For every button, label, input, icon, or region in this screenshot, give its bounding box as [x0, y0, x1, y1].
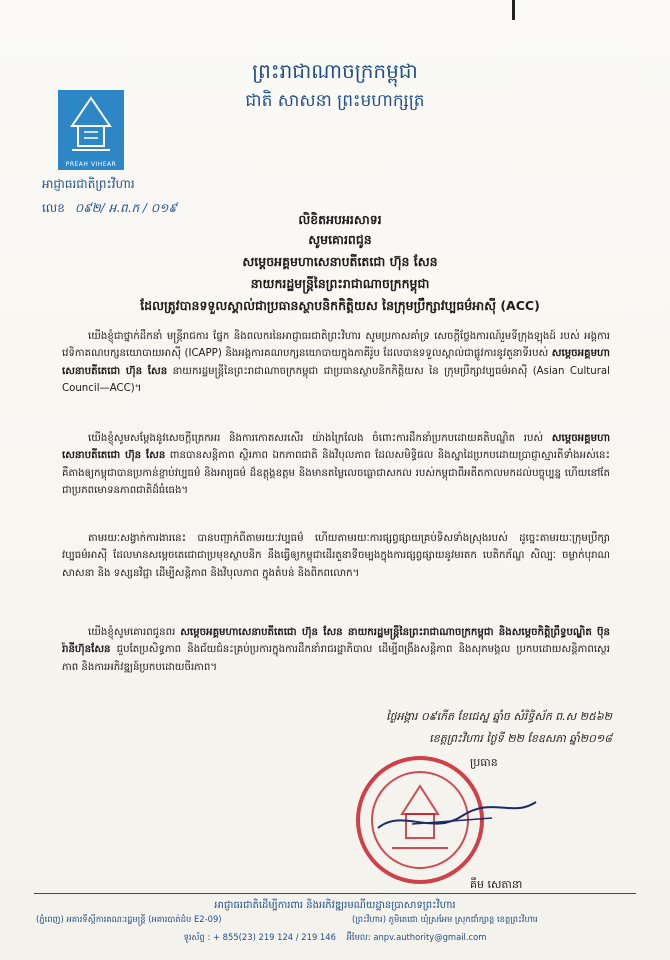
- lunar-date: ថ្ងៃអង្គារ ០៩កើត ខែជេស្ឋ ឆ្នាំច សំរិទ្ធិស័ក ព.ស ២៥៦២: [386, 710, 612, 723]
- temple-logo-icon: [58, 90, 124, 170]
- place-and-date: ខេត្តព្រះវិហារ ថ្ងៃទី ២២ ខែឧសភា ឆ្នាំ២០១៨: [429, 732, 612, 745]
- ref-label: លេខ: [42, 201, 65, 215]
- footer-contact: [0, 932, 670, 945]
- paragraph-4: យើងខ្ញុំសូមគោរពជូនពរ សម្ដេចអគ្គមហាសេនាបតីតេជោ ហ៊ុន សែន នាយករដ្ឋមន្ត្រីនៃព្រះរាជាណាចក្រកម្ពុជា និងសម្ដេចកិត្តិព្រឹទ្ធបណ្ឌិត ប៊ុន រ៉ានីហ៊ុនសែន ជួបតែប្រសិទ្ធភាព និងជ័យជំនះគ្រប់ប្រការក្នុងការដឹកនាំរាជរដ្ឋាភិបាល ដើម្បីពង្រឹងសន្តិភាព និងសុភមង្គល ប្រកបដោយសន្តិភាពស្ថេរភាព និងការអភិវឌ្ឍន៍ប្រកបដោយចីរភាព។: [62, 627, 610, 673]
- salutation: សូមគោរពជូន: [308, 232, 372, 247]
- logo-caption: PREAH VIHEAR: [65, 161, 117, 168]
- signer-title: ប្រធាន: [470, 756, 498, 769]
- signature-icon: [372, 788, 542, 848]
- national-motto: ជាតិ សាសនា ព្រះមហាក្សត្រ: [245, 91, 425, 111]
- ref-value: ០៩២/ អ.ព.ក / ០១៩: [74, 201, 177, 215]
- recipient-emphasis: សម្ដេចអគ្គមហាសេនាបតីតេជោ ហ៊ុន សែន នាយករដ្ឋមន្ត្រីនៃព្រះរាជាណាចក្រកម្ពុជា និងសម្ដេចកិត្តិព្រឹទ្ធបណ្ឌិត ប៊ុន រ៉ានីហ៊ុនសែន: [62, 627, 610, 656]
- recipient-name: សម្ដេចអគ្គមហាសេនាបតីតេជោ ហ៊ុន សែន: [242, 254, 438, 269]
- paragraph-1: យើងខ្ញុំជាថ្នាក់ដឹកនាំ មន្ត្រីរាជការ ផ្នែក និងពលករនៃអាជ្ញាធរជាតិព្រះវិហារ សូមប្រកាសគាំទ្រ សេចក្តីថ្លែងការណ៍រួមទីក្រុងឡុងដ៍ របស់ អង្គការវេទិកាគណបក្សនយោបាយអាស៊ី (ICAPP) និងអង្គការគណបក្សនយោបាយក្នុងភាគីរ៉ូប ដែលបានទទួលស្គាល់ជាផ្លូវការនូវតួនាទីរបស់ សម្ដេចអគ្គមហាសេនាបតីតេជោ ហ៊ុន សែន នាយករដ្ឋមន្ត្រីនៃព្រះរាជាណាចក្រកម្ពុជា ជាប្រធានស្ថាបនិកកិត្តិយស នៃ ក្រុមប្រឹក្សាវប្បធម៌អាស៊ី (Asian Cultural Council—ACC)។: [62, 331, 610, 395]
- signer-name: គឹម សេតានា: [470, 878, 523, 891]
- footer-email[interactable]: អ៊ីមែល: anpv.authority@gmail.com: [346, 932, 487, 942]
- preah-vihear-logo: [58, 90, 124, 170]
- recipient-emphasis: សម្ដេចអគ្គមហាសេនាបតីតេជោ ហ៊ុន សែន: [62, 348, 610, 377]
- footer-phone: ទូរស័ព្ទ : + 855(23) 219 124 / 219 146: [183, 932, 336, 942]
- kingdom-heading: ព្រះរាជាណាចក្រកម្ពុជា: [252, 59, 418, 83]
- footer-address-phnom-penh: (ភ្នំពេញ) អគារទីស្តីការគណៈរដ្ឋមន្ត្រី (អគារបាត់ដំប E2-09): [36, 914, 222, 924]
- recipient-title: នាយករដ្ឋមន្ត្រីនៃព្រះរាជាណាចក្រកម្ពុជា: [250, 276, 430, 291]
- footer-organization: អាជ្ញាធរជាតិដើម្បីការពារ និងអភិវឌ្ឍរមណីយដ្ឋានប្រាសាទព្រះវិហារ: [214, 900, 456, 911]
- subject-line: ដែលត្រូវបានទទួលស្គាល់ជាប្រធានស្ថាបនិកកិត្តិយស នៃក្រុមប្រឹក្សាវប្បធម៌អាស៊ី (ACC): [140, 298, 540, 313]
- paragraph-2: យើងខ្ញុំសូមសម្ដែងនូវសេចក្តីត្រេកអរ និងការកោតសរសើរ យ៉ាងក្រៃលែង ចំពោះការដឹកនាំប្រកបដោយគតិបណ្ឌិត របស់ សម្ដេចអគ្គមហាសេនាបតីតេជោ ហ៊ុន សែន ពានបានសន្តិភាព ស្ថិរភាព ឯកភាពជាតិ និងវិបុលភាព ដែលសមិទ្ធិផល និងស្នាដៃប្រកបដោយប្រាជ្ញាស្មារតីទាំងអស់នេះ គឺតាងឲ្យកម្ពុជាបានប្រកាន់ខ្ជាប់វប្បធម៌ និងអារ្យធម៌ ដ៏ឧត្ដុង្គឧត្ដម និងមានតម្លៃលេចធ្លោជាសកល របស់កម្ពុជាពីអតីតកាលមកដល់បច្ចុប្បន្ន ហើយនៅតែជាប្រភពមោទនភាពជាតិដ៏ធំធេង។: [62, 433, 610, 497]
- footer-divider: [34, 893, 636, 894]
- letter-title: លិខិតអបអរសាទរ: [298, 212, 382, 227]
- issuing-authority: អាជ្ញាធរជាតិព្រះវិហារ: [42, 177, 135, 191]
- recipient-emphasis: សម្ដេចអគ្គមហាសេនាបតីតេជោ ហ៊ុន សែន: [62, 433, 610, 462]
- paragraph-3: តាមរយៈសង្វាក់ការងារនេះ បានបញ្ជាក់ពីតាមរយៈវប្បធម៌ ហើយតាមរយៈការផ្សព្វផ្សាយគ្រប់ទិសទាំងស្រុងរបស់ ដូច្នេះតាមរយៈក្រុមប្រឹក្សាវប្បធម៌អាស៊ី ដែលមានសម្ដេចតេជោជាប្រមុខស្ថាបនិក នឹងធ្វើឲ្យកម្ពុជាដើរតួនាទីចម្បងក្នុងការផ្សព្វផ្សាយនូវមរតក បេតិកភ័ណ្ឌ សិល្បៈ ចម្លាក់បុរាណ សាសនា និង ទស្សនវិជ្ជា ដើម្បីសន្តិភាព និងវិបុលភាព ក្នុងតំបន់ និងពិភពលោក។: [62, 533, 610, 579]
- pen-mark: [512, 0, 515, 20]
- footer-address-preah-vihear: (ព្រះវិហារ) ភូមិតេជោ ឃុំស្រអែម ស្រុកជាំក្សាន្ត ខេត្តព្រះវិហារ: [352, 914, 538, 924]
